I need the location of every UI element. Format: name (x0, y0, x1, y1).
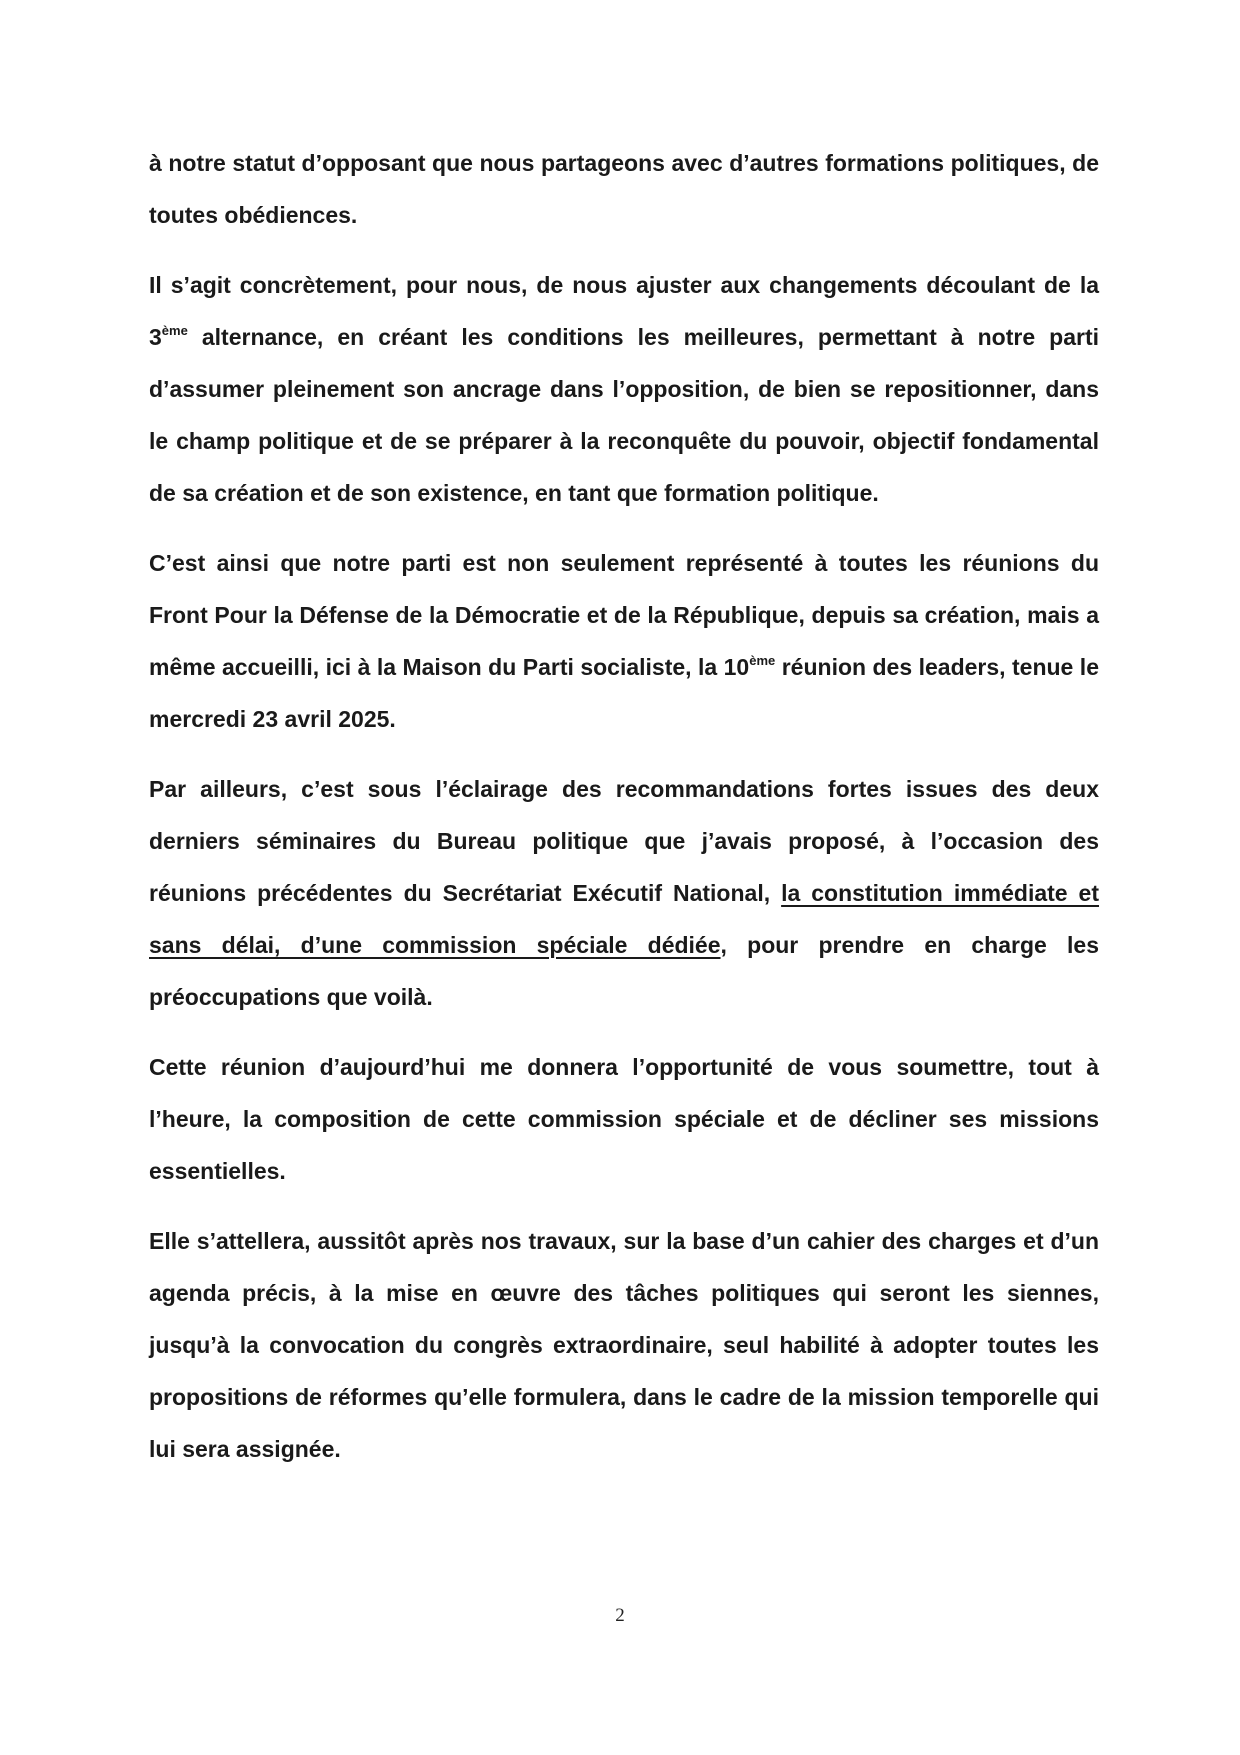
paragraph-1: à notre statut d’opposant que nous partageons avec d’autres formations politiques, de toutes obédiences. (149, 150, 1099, 228)
paragraph-2-text-a: Il s’agit concrètement, pour nous, de nous ajuster aux changements découlant de la 3 (149, 272, 1099, 350)
paragraph-5: Cette réunion d’aujourd’hui me donnera l’opportunité de vous soumettre, tout à l’heure, la composition de cette commission spéciale et de décliner ses missions essentielles. (149, 1054, 1099, 1184)
paragraph-4-text-b: , pour prendre en charge les préoccupations que voilà. (149, 932, 1099, 1010)
paragraph-2-text-b: alternance, en créant les conditions les meilleures, permettant à notre parti d’assumer pleinement son ancrage dans l’opposition, de bien se repositionner, dans le champ politique et de se préparer à la reconquête du pouvoir, objectif fondamental de sa création et de son existence, en tant que formation politique. (149, 324, 1099, 506)
paragraph-3-superscript: ème (749, 653, 776, 668)
paragraph-4 (149, 763, 1099, 1023)
page-number: 2 (615, 1605, 625, 1626)
paragraph-3 (149, 537, 1099, 745)
paragraph-2-superscript: ème (161, 323, 188, 338)
paragraph-4-underlined-text: la constitution immédiate et sans délai, d’une commission spéciale dédiée (149, 880, 1100, 958)
paragraph-3-text-b: réunion des leaders, tenue le mercredi 23 avril 2025. (149, 654, 1099, 732)
paragraph-3-text-a: C’est ainsi que notre parti est non seulement représenté à toutes les réunions du Front Pour la Défense de la Démocratie et de la République, depuis sa création, mais a même accueilli, ici à la Maison du Parti socialiste, la 10 (149, 550, 1099, 680)
paragraph-2 (149, 259, 1099, 519)
body-text (149, 137, 1099, 1493)
paragraph-6: Elle s’attellera, aussitôt après nos travaux, sur la base d’un cahier des charges et d’un agenda précis, à la mise en œuvre des tâches politiques qui seront les siennes, jusqu’à la convocation du congrès extraordinaire, seul habilité à adopter toutes les propositions de réformes qu’elle formulera, dans le cadre de la mission temporelle qui lui sera assignée. (149, 1228, 1099, 1462)
paragraph-4-text-a: Par ailleurs, c’est sous l’éclairage des recommandations fortes issues des deux derniers séminaires du Bureau politique que j’avais proposé, à l’occasion des réunions précédentes du Secrétariat Exécutif National, (149, 776, 1099, 906)
